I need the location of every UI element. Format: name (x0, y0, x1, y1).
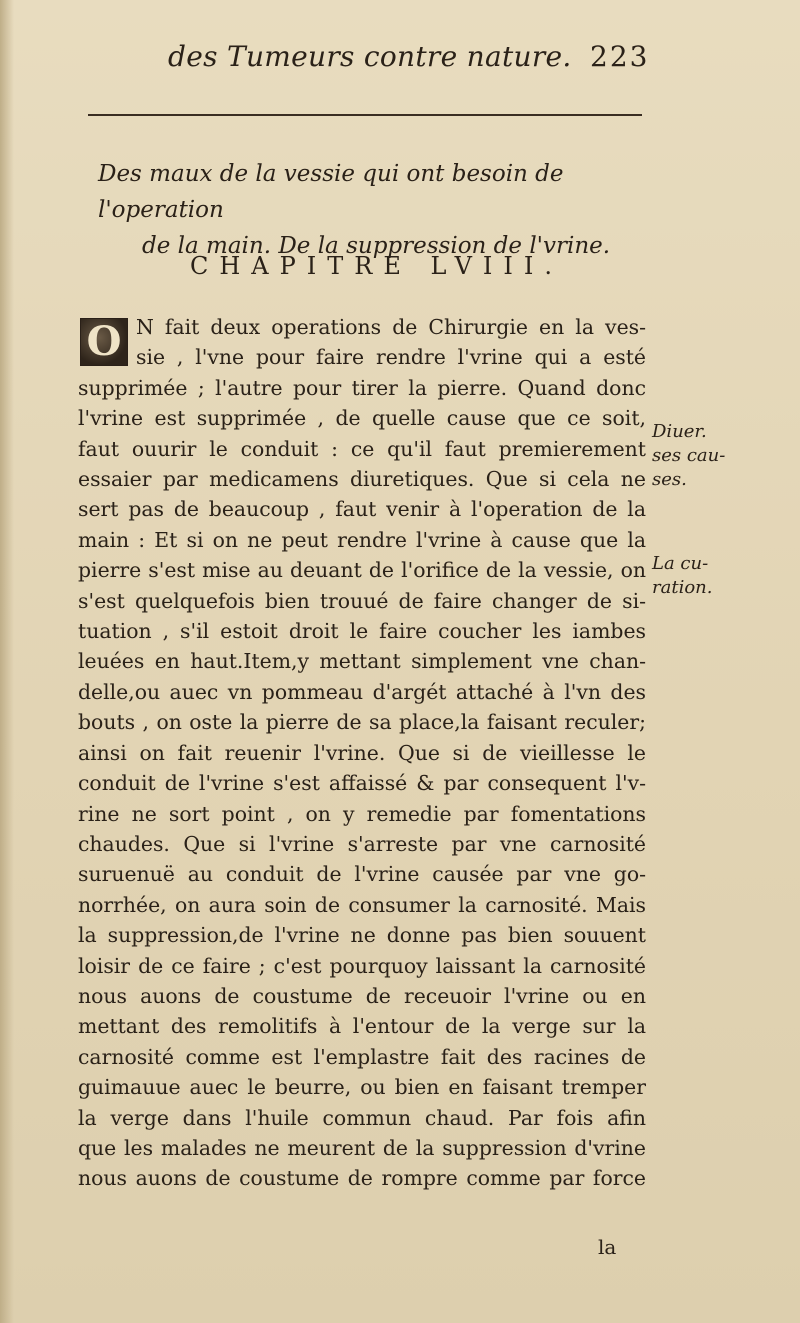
chapter-heading: CHAPITRE LVIII. (190, 252, 563, 280)
text-line: sie , l'vne pour faire rendre l'vrine qui a esté (136, 345, 646, 370)
text-line: guimauue auec le beurre, ou bien en faisant tremper (78, 1075, 646, 1100)
text-line: faut ouurir le conduit : ce qu'il faut premierement (78, 436, 646, 461)
text-line: chaudes. Que si l'vrine s'arreste par vne carnosité (78, 831, 646, 856)
section-title (98, 156, 678, 264)
margin-note-line: La cu- (652, 553, 709, 574)
text-line: sert pas de beaucoup , faut venir à l'operation de la (78, 497, 646, 522)
page-number: 223 (590, 40, 650, 73)
text-line: que les malades ne meurent de la suppression d'vrine (78, 1135, 646, 1160)
margin-note-line: ses. (652, 469, 687, 490)
text-line: essaier par medicamens diuretiques. Que si cela ne (78, 467, 646, 492)
text-line: carnosité comme est l'emplastre fait des racines de (78, 1044, 646, 1069)
text-line: suruenuë au conduit de l'vrine causée par vne go- (78, 862, 646, 887)
text-line: la suppression,de l'vrine ne donne pas bien souuent (78, 923, 646, 948)
text-line: leuées en haut.Item,y mettant simplement vne chan- (78, 649, 646, 674)
margin-note-cure (652, 552, 712, 600)
section-title-line: de la main. De la suppression de l'vrine. (142, 233, 611, 259)
margin-note-causes (652, 420, 725, 492)
text-line: delle,ou auec vn pommeau d'argét attaché à l'vn des (78, 679, 646, 704)
text-line: pierre s'est mise au deuant de l'orifice de la vessie, on (78, 558, 646, 583)
text-line: rine ne sort point , on y remedie par fomentations (78, 801, 646, 826)
text-line: main : Et si on ne peut rendre l'vrine à cause que la (78, 527, 646, 552)
text-line: loisir de ce faire ; c'est pourquoy laissant la carnosité (78, 953, 646, 978)
text-line: tuation , s'il estoit droit le faire coucher les iambes (78, 619, 646, 644)
text-line: conduit de l'vrine s'est affaissé & par consequent l'v- (78, 771, 646, 796)
text-line: N fait deux operations de Chirurgie en la ves- (136, 315, 646, 339)
text-line: la verge dans l'huile commun chaud. Par fois afin (78, 1105, 646, 1130)
running-header-title: des Tumeurs contre nature. (168, 40, 572, 73)
text-line: nous auons de coustume de receuoir l'vrine ou en (78, 983, 646, 1008)
header-rule (88, 114, 642, 116)
drop-cap-initial: O (80, 318, 128, 366)
margin-note-line: ses cau- (652, 445, 726, 466)
text-line: ainsi on fait reuenir l'vrine. Que si de vieillesse le (78, 740, 646, 765)
section-title-line: Des maux de la vessie qui ont besoin de l'operation (98, 161, 564, 223)
body-text (78, 312, 646, 1194)
text-line: nous auons de coustume de rompre comme par force (78, 1166, 646, 1191)
text-line: norrhée, on aura soin de consumer la carnosité. Mais (78, 892, 646, 917)
text-line: bouts , on oste la pierre de sa place,la faisant reculer; (78, 710, 646, 735)
catchword: la (598, 1235, 617, 1259)
text-line: mettant des remolitifs à l'entour de la verge sur la (78, 1014, 646, 1039)
text-line: l'vrine est supprimée , de quelle cause que ce soit, (78, 406, 646, 431)
margin-note-line: Diuer. (652, 421, 707, 442)
text-line: s'est quelquefois bien trouué de faire changer de si- (78, 588, 646, 613)
text-line: supprimée ; l'autre pour tirer la pierre. Quand donc (78, 375, 646, 400)
margin-note-line: ration. (652, 577, 713, 598)
